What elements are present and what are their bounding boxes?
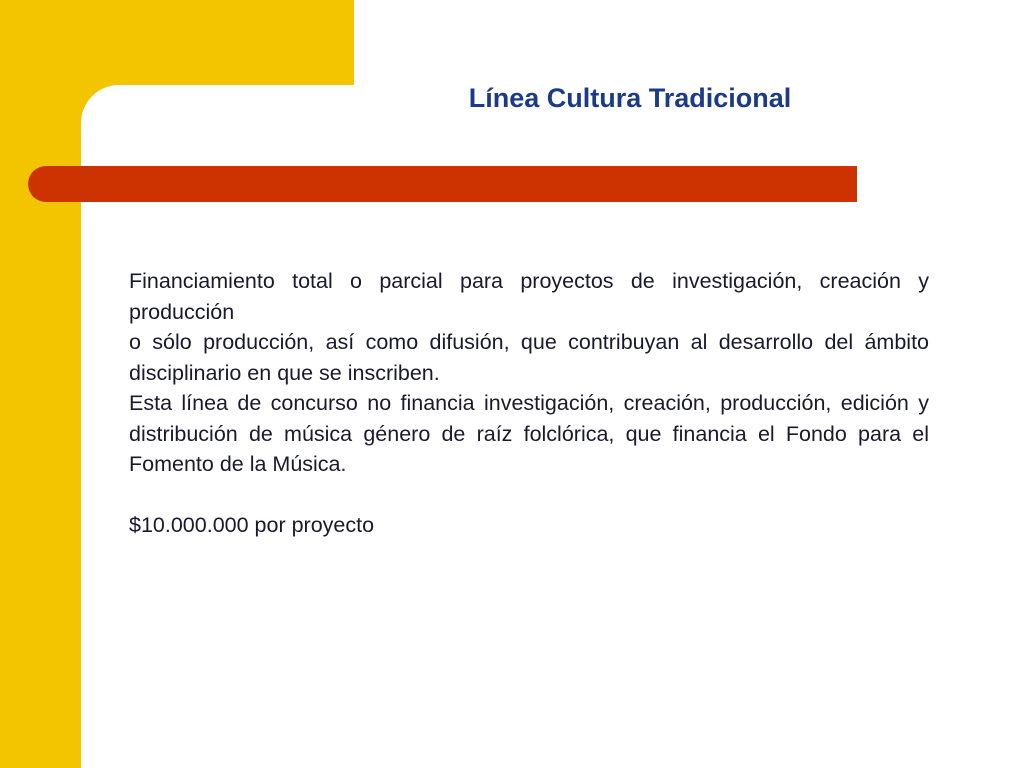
- paragraph-exclusion: Esta línea de concurso no financia investigación, creación, producción, edición y distribución de música género de raíz folclórica, que financia el Fondo para el Fomento de la Música.: [129, 391, 929, 476]
- paragraph-gap: [129, 480, 929, 511]
- red-accent-bar: [28, 166, 857, 202]
- slide-title: Línea Cultura Tradicional: [468, 83, 792, 113]
- body-text: [129, 266, 929, 541]
- paragraph-financing: Financiamiento total o parcial para proyectos de investigación, creación y producción: [129, 269, 929, 324]
- amount-per-project: $10.000.000 por proyecto: [129, 513, 375, 537]
- paragraph-diffusion: o sólo producción, así como difusión, que contribuyan al desarrollo del ámbito disciplinario en que se inscriben.: [129, 330, 929, 385]
